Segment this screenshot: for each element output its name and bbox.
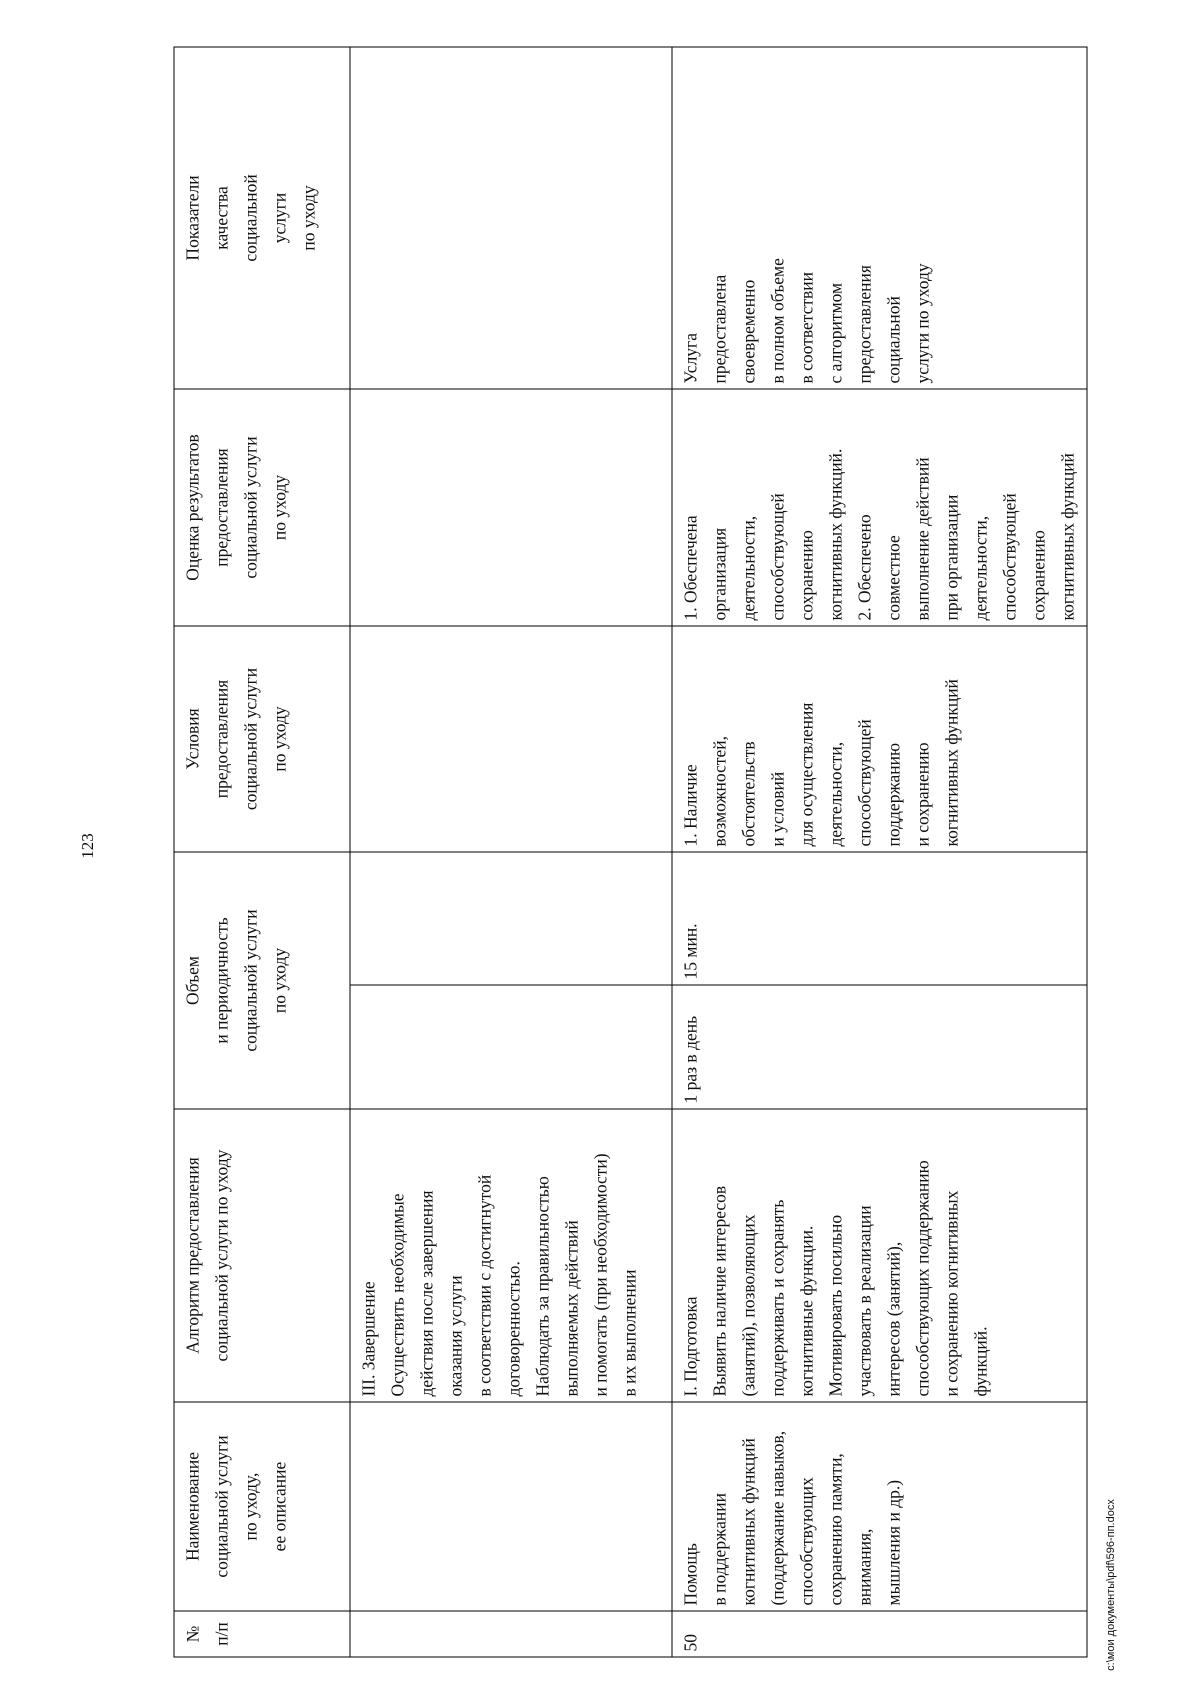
- text-line: Показатели: [182, 175, 203, 261]
- text-line: Объем: [182, 956, 203, 1005]
- text-line: функций.: [970, 1326, 991, 1397]
- text-line: услуги по уходу: [912, 263, 933, 384]
- cell-duration: 15 мин.: [672, 852, 1087, 985]
- text-line: Помощь: [680, 1543, 701, 1606]
- services-table: [174, 46, 1088, 1657]
- text-line: социальной: [883, 296, 904, 384]
- text-line: деятельности,: [970, 515, 991, 621]
- services-table-rotated: [174, 48, 1078, 1658]
- text-line: в соответствии с достигнутой: [474, 1174, 495, 1397]
- text-line: предоставлена: [709, 274, 730, 384]
- text-line: Мотивировать посильно: [825, 1214, 846, 1397]
- cell-conditions: [350, 626, 672, 852]
- cell-quality: [350, 47, 672, 389]
- header-volume: [174, 852, 350, 1109]
- text-line: Условия: [182, 708, 203, 770]
- text-line: возможностей,: [709, 735, 730, 847]
- text-line: и помогать (при необходимости): [590, 1153, 611, 1397]
- cell-duration: [350, 852, 672, 985]
- cell-evaluation: [672, 389, 1087, 626]
- text-line: по уходу: [298, 185, 319, 251]
- text-line: предоставления: [854, 265, 875, 384]
- text-line: 2. Обеспечено: [854, 514, 875, 621]
- text-line: поддерживать и сохранять: [767, 1199, 788, 1397]
- cell-algorithm: [672, 1109, 1087, 1402]
- text-line: обстоятельств: [738, 741, 759, 847]
- header-name: [174, 1402, 350, 1611]
- text-line: деятельности,: [738, 515, 759, 621]
- text-line: для осуществления: [796, 702, 817, 847]
- text-line: сохранению: [796, 530, 817, 621]
- text-line: выполняемых действий: [561, 1220, 582, 1397]
- header-algorithm: [174, 1109, 350, 1402]
- header-conditions: [174, 626, 350, 852]
- cell-name: [350, 1402, 672, 1611]
- text-line: способствующих: [796, 1477, 817, 1606]
- text-line: качества: [211, 186, 232, 250]
- text-line: Алгоритм предоставления: [182, 1157, 203, 1354]
- text-line: способствующих поддержанию: [912, 1160, 933, 1397]
- cell-algorithm: [350, 1109, 672, 1402]
- text-line: социальной: [240, 174, 261, 262]
- text-line: по уходу: [269, 706, 290, 772]
- text-line: выполнение действий: [912, 457, 933, 621]
- text-line: по уходу,: [240, 1472, 261, 1541]
- cell-evaluation: [350, 389, 672, 626]
- text-line: оказания услуги: [445, 1275, 466, 1397]
- header-evaluation: [174, 389, 350, 626]
- text-line: Оценка результатов: [182, 434, 203, 581]
- text-line: в поддержании: [709, 1492, 730, 1606]
- text-line: (занятий), позволяющих: [738, 1214, 759, 1397]
- text-line: предоставления: [211, 448, 232, 567]
- table-row: [672, 47, 1087, 1657]
- text-line: способствующей: [767, 493, 788, 621]
- text-line: предоставления: [211, 679, 232, 799]
- text-line: 1. Обеспечена: [680, 515, 701, 621]
- text-line: III. Завершение: [358, 1281, 379, 1397]
- text-line: внимания,: [854, 1528, 875, 1606]
- text-line: социальной услуги: [240, 909, 261, 1052]
- table-row: [350, 47, 672, 1657]
- text-line: и сохранению: [912, 742, 933, 847]
- cell-name: [672, 1402, 1087, 1611]
- header-num: [174, 1611, 350, 1657]
- cell-conditions: [672, 626, 1087, 852]
- text-line: организация: [709, 527, 730, 621]
- cell-periodicity: [350, 985, 672, 1109]
- header-row: [174, 47, 350, 1657]
- text-line: действия после завершения: [416, 1190, 437, 1397]
- header-quality: [174, 47, 350, 389]
- text-line: деятельности,: [825, 741, 846, 847]
- text-line: с алгоритмом: [825, 282, 846, 384]
- text-line: социальной услуги: [240, 667, 261, 811]
- text-line: участвовать в реализации: [854, 1205, 875, 1397]
- page-number: 123: [78, 833, 97, 859]
- text-line: I. Подготовка: [680, 1296, 701, 1397]
- cell-num: [350, 1611, 672, 1657]
- text-line: социальной услуги: [240, 436, 261, 579]
- text-line: при организации: [941, 494, 962, 621]
- text-line: и периодичность: [211, 917, 232, 1044]
- cell-quality: [672, 47, 1087, 389]
- text-line: п/п: [211, 1622, 232, 1646]
- text-line: способствующей: [854, 719, 875, 847]
- cell-periodicity: 1 раз в день: [672, 985, 1087, 1109]
- text-line: по уходу: [269, 474, 290, 541]
- text-line: сохранению: [1028, 530, 1049, 621]
- text-line: и сохранению когнитивных: [941, 1190, 962, 1397]
- text-line: Наименование: [182, 1451, 203, 1562]
- text-line: когнитивных функций: [941, 679, 962, 847]
- text-line: интересов (занятий),: [883, 1241, 904, 1397]
- text-line: способствующей: [999, 493, 1020, 621]
- text-line: совместное: [883, 535, 904, 621]
- text-line: когнитивных функций.: [825, 448, 846, 621]
- text-line: социальной услуги по уходу: [211, 1149, 232, 1362]
- text-line: договоренностью.: [503, 1261, 524, 1397]
- cell-num: 50: [672, 1611, 1087, 1657]
- footer-file-path: c:\мои документы\pdf\596-пп.docx: [1105, 1499, 1117, 1671]
- text-line: мышления и др.): [883, 1479, 904, 1606]
- text-line: Выявить наличие интересов: [709, 1185, 730, 1397]
- text-line: когнитивных функций: [738, 1438, 759, 1606]
- text-line: услуги: [269, 192, 290, 244]
- text-line: по уходу: [269, 947, 290, 1014]
- text-line: сохранению памяти,: [825, 1453, 846, 1606]
- text-line: в соответствии: [796, 271, 817, 384]
- text-line: своевременно: [738, 279, 759, 384]
- text-line: в полном объеме: [767, 258, 788, 384]
- text-line: поддержанию: [883, 742, 904, 847]
- text-line: и условий: [767, 771, 788, 847]
- text-line: Наблюдать за правильностью: [532, 1176, 553, 1397]
- text-line: в их выполнении: [619, 1269, 640, 1397]
- text-line: (поддержание навыков,: [767, 1430, 788, 1606]
- text-line: Осуществить необходимые: [387, 1193, 408, 1397]
- text-line: социальной услуги: [211, 1435, 232, 1578]
- text-line: Услуга: [680, 333, 701, 384]
- text-line: ее описание: [269, 1461, 290, 1552]
- text-line: когнитивных функций: [1057, 453, 1078, 621]
- text-line: когнитивные функции.: [796, 1225, 817, 1397]
- text-line: 1. Наличие: [680, 764, 701, 847]
- text-line: №: [182, 1625, 203, 1643]
